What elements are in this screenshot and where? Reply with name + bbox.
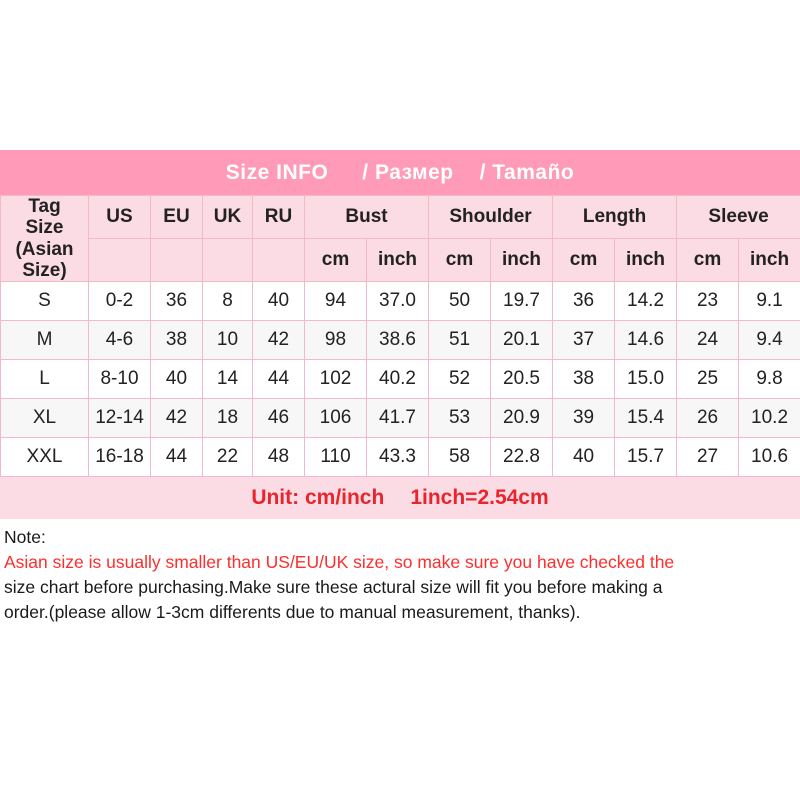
size-info-title-bar	[0, 150, 800, 195]
cell-sleeve-inch: 10.2	[739, 399, 800, 438]
header-uk: UK	[203, 196, 253, 239]
cell-shoulder-inch: 22.8	[491, 438, 553, 477]
header-sleeve: Sleeve	[677, 196, 800, 239]
cell-sleeve-inch: 10.6	[739, 438, 800, 477]
cell-length-cm: 40	[553, 438, 615, 477]
cell-sleeve-inch: 9.8	[739, 360, 800, 399]
note-line-3: order.(please allow 1-3cm differents due to manual measurement, thanks).	[4, 601, 581, 622]
header-bust-inch: inch	[367, 239, 429, 282]
cell-ru: 42	[253, 321, 305, 360]
conversion-text: 1inch=2.54cm	[410, 486, 549, 510]
header-length-cm: cm	[553, 239, 615, 282]
header-ru: RU	[253, 196, 305, 239]
cell-ru: 46	[253, 399, 305, 438]
cell-sleeve-cm: 25	[677, 360, 739, 399]
cell-shoulder-cm: 58	[429, 438, 491, 477]
header-eu: EU	[151, 196, 203, 239]
header-ru-sub	[253, 239, 305, 282]
tag-size-line-4: Size)	[22, 259, 67, 281]
cell-uk: 18	[203, 399, 253, 438]
cell-uk: 22	[203, 438, 253, 477]
cell-length-inch: 14.2	[615, 282, 677, 321]
cell-length-inch: 15.7	[615, 438, 677, 477]
cell-size: S	[1, 282, 89, 321]
title-spanish: / Tamaño	[479, 160, 575, 184]
cell-shoulder-inch: 20.5	[491, 360, 553, 399]
cell-length-inch: 14.6	[615, 321, 677, 360]
size-chart-container	[0, 150, 800, 624]
cell-length-cm: 37	[553, 321, 615, 360]
cell-eu: 42	[151, 399, 203, 438]
cell-size: XXL	[1, 438, 89, 477]
note-red-line: Asian size is usually smaller than US/EU/UK size, so make sure you have checked the	[4, 551, 675, 572]
cell-size: XL	[1, 399, 89, 438]
cell-length-cm: 38	[553, 360, 615, 399]
cell-eu: 38	[151, 321, 203, 360]
cell-bust-inch: 37.0	[367, 282, 429, 321]
cell-shoulder-inch: 20.9	[491, 399, 553, 438]
cell-length-inch: 15.0	[615, 360, 677, 399]
cell-length-inch: 15.4	[615, 399, 677, 438]
header-length-inch: inch	[615, 239, 677, 282]
header-shoulder-cm: cm	[429, 239, 491, 282]
cell-bust-inch: 41.7	[367, 399, 429, 438]
header-bust-cm: cm	[305, 239, 367, 282]
header-sleeve-inch: inch	[739, 239, 800, 282]
cell-shoulder-inch: 20.1	[491, 321, 553, 360]
note-label: Note:	[4, 527, 46, 548]
table-unit-header-row	[1, 239, 800, 282]
table-row	[1, 438, 800, 477]
header-us: US	[89, 196, 151, 239]
cell-uk: 14	[203, 360, 253, 399]
note-block	[0, 519, 800, 624]
cell-bust-inch: 38.6	[367, 321, 429, 360]
cell-shoulder-cm: 51	[429, 321, 491, 360]
cell-bust-cm: 106	[305, 399, 367, 438]
note-line-2: size chart before purchasing.Make sure these actural size will fit you before making a	[4, 576, 663, 597]
tag-size-line-1: Tag	[28, 196, 61, 217]
header-us-sub	[89, 239, 151, 282]
cell-ru: 44	[253, 360, 305, 399]
cell-sleeve-inch: 9.4	[739, 321, 800, 360]
cell-us: 8-10	[89, 360, 151, 399]
cell-uk: 8	[203, 282, 253, 321]
table-row	[1, 321, 800, 360]
table-row	[1, 360, 800, 399]
cell-bust-cm: 94	[305, 282, 367, 321]
cell-eu: 44	[151, 438, 203, 477]
cell-us: 16-18	[89, 438, 151, 477]
table-group-header-row	[1, 196, 800, 239]
table-row	[1, 282, 800, 321]
header-shoulder-inch: inch	[491, 239, 553, 282]
tag-size-line-2: Size	[25, 217, 64, 239]
cell-sleeve-cm: 24	[677, 321, 739, 360]
table-row	[1, 399, 800, 438]
cell-shoulder-cm: 50	[429, 282, 491, 321]
cell-bust-inch: 40.2	[367, 360, 429, 399]
cell-length-cm: 39	[553, 399, 615, 438]
header-eu-sub	[151, 239, 203, 282]
header-length: Length	[553, 196, 677, 239]
cell-size: M	[1, 321, 89, 360]
cell-bust-cm: 98	[305, 321, 367, 360]
cell-us: 4-6	[89, 321, 151, 360]
cell-bust-cm: 110	[305, 438, 367, 477]
cell-eu: 36	[151, 282, 203, 321]
size-table	[0, 195, 800, 477]
cell-sleeve-cm: 26	[677, 399, 739, 438]
header-bust: Bust	[305, 196, 429, 239]
cell-eu: 40	[151, 360, 203, 399]
cell-shoulder-cm: 52	[429, 360, 491, 399]
cell-bust-inch: 43.3	[367, 438, 429, 477]
tag-size-line-3: (Asian	[15, 238, 74, 260]
cell-size: L	[1, 360, 89, 399]
header-uk-sub	[203, 239, 253, 282]
unit-text: Unit: cm/inch	[251, 486, 385, 510]
cell-bust-cm: 102	[305, 360, 367, 399]
cell-sleeve-cm: 23	[677, 282, 739, 321]
cell-length-cm: 36	[553, 282, 615, 321]
cell-shoulder-inch: 19.7	[491, 282, 553, 321]
unit-info-bar	[0, 477, 800, 519]
title-russian: / Размер	[362, 160, 454, 184]
cell-uk: 10	[203, 321, 253, 360]
cell-us: 12-14	[89, 399, 151, 438]
cell-sleeve-cm: 27	[677, 438, 739, 477]
cell-sleeve-inch: 9.1	[739, 282, 800, 321]
header-sleeve-cm: cm	[677, 239, 739, 282]
cell-ru: 48	[253, 438, 305, 477]
cell-us: 0-2	[89, 282, 151, 321]
cell-ru: 40	[253, 282, 305, 321]
cell-shoulder-cm: 53	[429, 399, 491, 438]
title-main: Size INFO	[225, 160, 329, 184]
header-shoulder: Shoulder	[429, 196, 553, 239]
header-tag-size	[1, 196, 89, 282]
